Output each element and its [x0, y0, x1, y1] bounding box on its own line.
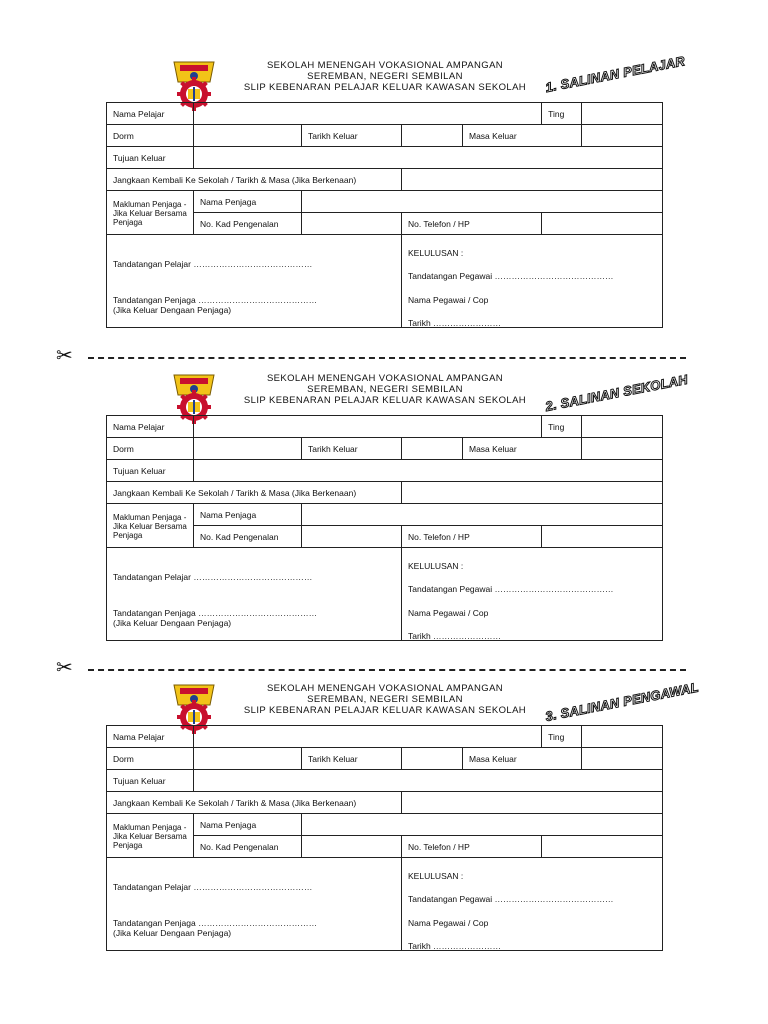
ting-input[interactable] [582, 416, 663, 438]
tandatangan-pegawai-line[interactable]: Tandatangan Pegawai …………………………………… [408, 271, 614, 281]
permission-slip-2 [0, 367, 768, 667]
jika-keluar-note: (Jika Keluar Dengaan Penjaga) [113, 305, 232, 315]
tujuan-keluar-input[interactable] [194, 460, 663, 482]
dorm-label: Dorm [107, 125, 194, 147]
nama-pegawai-cop[interactable]: Nama Pegawai / Cop [408, 295, 489, 305]
cut-line-2 [56, 657, 686, 679]
masa-keluar-label: Masa Keluar [463, 748, 582, 770]
no-kad-pengenalan-label: No. Kad Pengenalan [194, 836, 302, 858]
ting-input[interactable] [582, 726, 663, 748]
school-location: SEREMBAN, NEGERI SEMBILAN [307, 384, 463, 395]
masa-keluar-input[interactable] [582, 125, 663, 147]
tandatangan-penjaga-line[interactable]: Tandatangan Penjaga …………………………………… [113, 918, 318, 928]
tandatangan-penjaga-line[interactable]: Tandatangan Penjaga …………………………………… [113, 295, 318, 305]
tandatangan-pegawai-line[interactable]: Tandatangan Pegawai …………………………………… [408, 894, 614, 904]
no-kad-pengenalan-input[interactable] [302, 836, 402, 858]
tarikh-keluar-input[interactable] [402, 438, 463, 460]
ting-input[interactable] [582, 103, 663, 125]
copy-label [538, 679, 700, 725]
cut-line-1 [56, 345, 686, 367]
nama-penjaga-label: Nama Penjaga [194, 191, 302, 213]
ting-label: Ting [542, 103, 582, 125]
no-kad-pengenalan-label: No. Kad Pengenalan [194, 213, 302, 235]
ting-label: Ting [542, 416, 582, 438]
makluman-penjaga-label: Makluman Penjaga - Jika Keluar Bersama Penjaga [107, 191, 194, 235]
nama-pelajar-input[interactable] [194, 726, 542, 748]
copy-label-text: 2. SALINAN SEKOLAH [544, 371, 690, 415]
school-name: SEKOLAH MENENGAH VOKASIONAL AMPANGAN [266, 683, 504, 694]
nama-pelajar-label: Nama Pelajar [107, 103, 194, 125]
permission-slip-3 [0, 677, 768, 977]
form-title: SLIP KEBENARAN PELAJAR KELUAR KAWASAN SEKOLAH [243, 395, 527, 406]
approval-block [402, 548, 663, 641]
no-kad-pengenalan-input[interactable] [302, 213, 402, 235]
tandatangan-pelajar-line[interactable]: Tandatangan Pelajar …………………………………… [113, 572, 313, 582]
slip-form-table [106, 102, 663, 328]
dashed-cut-line [88, 669, 686, 671]
student-signature-block [107, 548, 402, 641]
dashed-cut-line [88, 357, 686, 359]
slip-form-table [106, 415, 663, 641]
copy-label-text: 1. SALINAN PELAJAR [544, 53, 687, 96]
tarikh-line[interactable]: Tarikh …………………… [408, 318, 502, 328]
student-signature-block [107, 235, 402, 328]
school-location: SEREMBAN, NEGERI SEMBILAN [307, 71, 463, 82]
tarikh-keluar-label: Tarikh Keluar [302, 748, 402, 770]
approval-block [402, 235, 663, 328]
ting-label: Ting [542, 726, 582, 748]
nama-penjaga-label: Nama Penjaga [194, 814, 302, 836]
school-header [220, 373, 550, 406]
permission-slip-1 [0, 54, 768, 354]
dorm-input[interactable] [194, 125, 302, 147]
dorm-label: Dorm [107, 748, 194, 770]
kelulusan-heading: KELULUSAN : [408, 561, 464, 571]
tujuan-keluar-input[interactable] [194, 770, 663, 792]
tujuan-keluar-label: Tujuan Keluar [107, 460, 194, 482]
student-signature-block [107, 858, 402, 951]
nama-pelajar-input[interactable] [194, 103, 542, 125]
tujuan-keluar-input[interactable] [194, 147, 663, 169]
school-name: SEKOLAH MENENGAH VOKASIONAL AMPANGAN [266, 60, 504, 71]
masa-keluar-label: Masa Keluar [463, 438, 582, 460]
tarikh-keluar-input[interactable] [402, 748, 463, 770]
copy-label-text: 3. SALINAN PENGAWAL [544, 679, 700, 725]
tarikh-keluar-input[interactable] [402, 125, 463, 147]
school-name: SEKOLAH MENENGAH VOKASIONAL AMPANGAN [266, 373, 504, 384]
makluman-penjaga-label: Makluman Penjaga - Jika Keluar Bersama Penjaga [107, 814, 194, 858]
nama-penjaga-label: Nama Penjaga [194, 504, 302, 526]
masa-keluar-input[interactable] [582, 438, 663, 460]
kelulusan-heading: KELULUSAN : [408, 871, 464, 881]
copy-label [538, 53, 687, 96]
jika-keluar-note: (Jika Keluar Dengaan Penjaga) [113, 618, 232, 628]
no-telefon-input[interactable] [542, 526, 663, 548]
tandatangan-pegawai-line[interactable]: Tandatangan Pegawai …………………………………… [408, 584, 614, 594]
tarikh-line[interactable]: Tarikh …………………… [408, 941, 502, 951]
form-title: SLIP KEBENARAN PELAJAR KELUAR KAWASAN SEKOLAH [243, 82, 527, 93]
school-location: SEREMBAN, NEGERI SEMBILAN [307, 694, 463, 705]
jangkaan-kembali-label: Jangkaan Kembali Ke Sekolah / Tarikh & Masa (Jika Berkenaan) [107, 792, 402, 814]
tandatangan-pelajar-line[interactable]: Tandatangan Pelajar …………………………………… [113, 882, 313, 892]
copy-label [538, 371, 690, 415]
jangkaan-kembali-input[interactable] [402, 792, 663, 814]
no-telefon-label: No. Telefon / HP [402, 213, 542, 235]
scissors-icon: ✂ [56, 345, 73, 367]
no-telefon-label: No. Telefon / HP [402, 526, 542, 548]
form-title: SLIP KEBENARAN PELAJAR KELUAR KAWASAN SEKOLAH [243, 705, 527, 716]
no-telefon-input[interactable] [542, 836, 663, 858]
masa-keluar-label: Masa Keluar [463, 125, 582, 147]
jika-keluar-note: (Jika Keluar Dengaan Penjaga) [113, 928, 232, 938]
jangkaan-kembali-label: Jangkaan Kembali Ke Sekolah / Tarikh & Masa (Jika Berkenaan) [107, 482, 402, 504]
nama-penjaga-input[interactable] [302, 814, 663, 836]
tujuan-keluar-label: Tujuan Keluar [107, 147, 194, 169]
jangkaan-kembali-label: Jangkaan Kembali Ke Sekolah / Tarikh & Masa (Jika Berkenaan) [107, 169, 402, 191]
nama-pegawai-cop[interactable]: Nama Pegawai / Cop [408, 918, 489, 928]
dorm-input[interactable] [194, 748, 302, 770]
tandatangan-penjaga-line[interactable]: Tandatangan Penjaga …………………………………… [113, 608, 318, 618]
scissors-icon: ✂ [56, 657, 73, 679]
kelulusan-heading: KELULUSAN : [408, 248, 464, 258]
tarikh-keluar-label: Tarikh Keluar [302, 438, 402, 460]
school-header [220, 683, 550, 716]
dorm-label: Dorm [107, 438, 194, 460]
no-kad-pengenalan-input[interactable] [302, 526, 402, 548]
tandatangan-pelajar-line[interactable]: Tandatangan Pelajar …………………………………… [113, 259, 313, 269]
tarikh-line[interactable]: Tarikh …………………… [408, 631, 502, 641]
nama-penjaga-input[interactable] [302, 191, 663, 213]
jangkaan-kembali-input[interactable] [402, 169, 663, 191]
nama-pelajar-label: Nama Pelajar [107, 416, 194, 438]
approval-block [402, 858, 663, 951]
school-header [220, 60, 550, 93]
makluman-penjaga-label: Makluman Penjaga - Jika Keluar Bersama Penjaga [107, 504, 194, 548]
no-kad-pengenalan-label: No. Kad Pengenalan [194, 526, 302, 548]
nama-penjaga-input[interactable] [302, 504, 663, 526]
nama-pelajar-input[interactable] [194, 416, 542, 438]
tujuan-keluar-label: Tujuan Keluar [107, 770, 194, 792]
nama-pelajar-label: Nama Pelajar [107, 726, 194, 748]
no-telefon-input[interactable] [542, 213, 663, 235]
masa-keluar-input[interactable] [582, 748, 663, 770]
nama-pegawai-cop[interactable]: Nama Pegawai / Cop [408, 608, 489, 618]
jangkaan-kembali-input[interactable] [402, 482, 663, 504]
dorm-input[interactable] [194, 438, 302, 460]
no-telefon-label: No. Telefon / HP [402, 836, 542, 858]
slip-form-table [106, 725, 663, 951]
tarikh-keluar-label: Tarikh Keluar [302, 125, 402, 147]
